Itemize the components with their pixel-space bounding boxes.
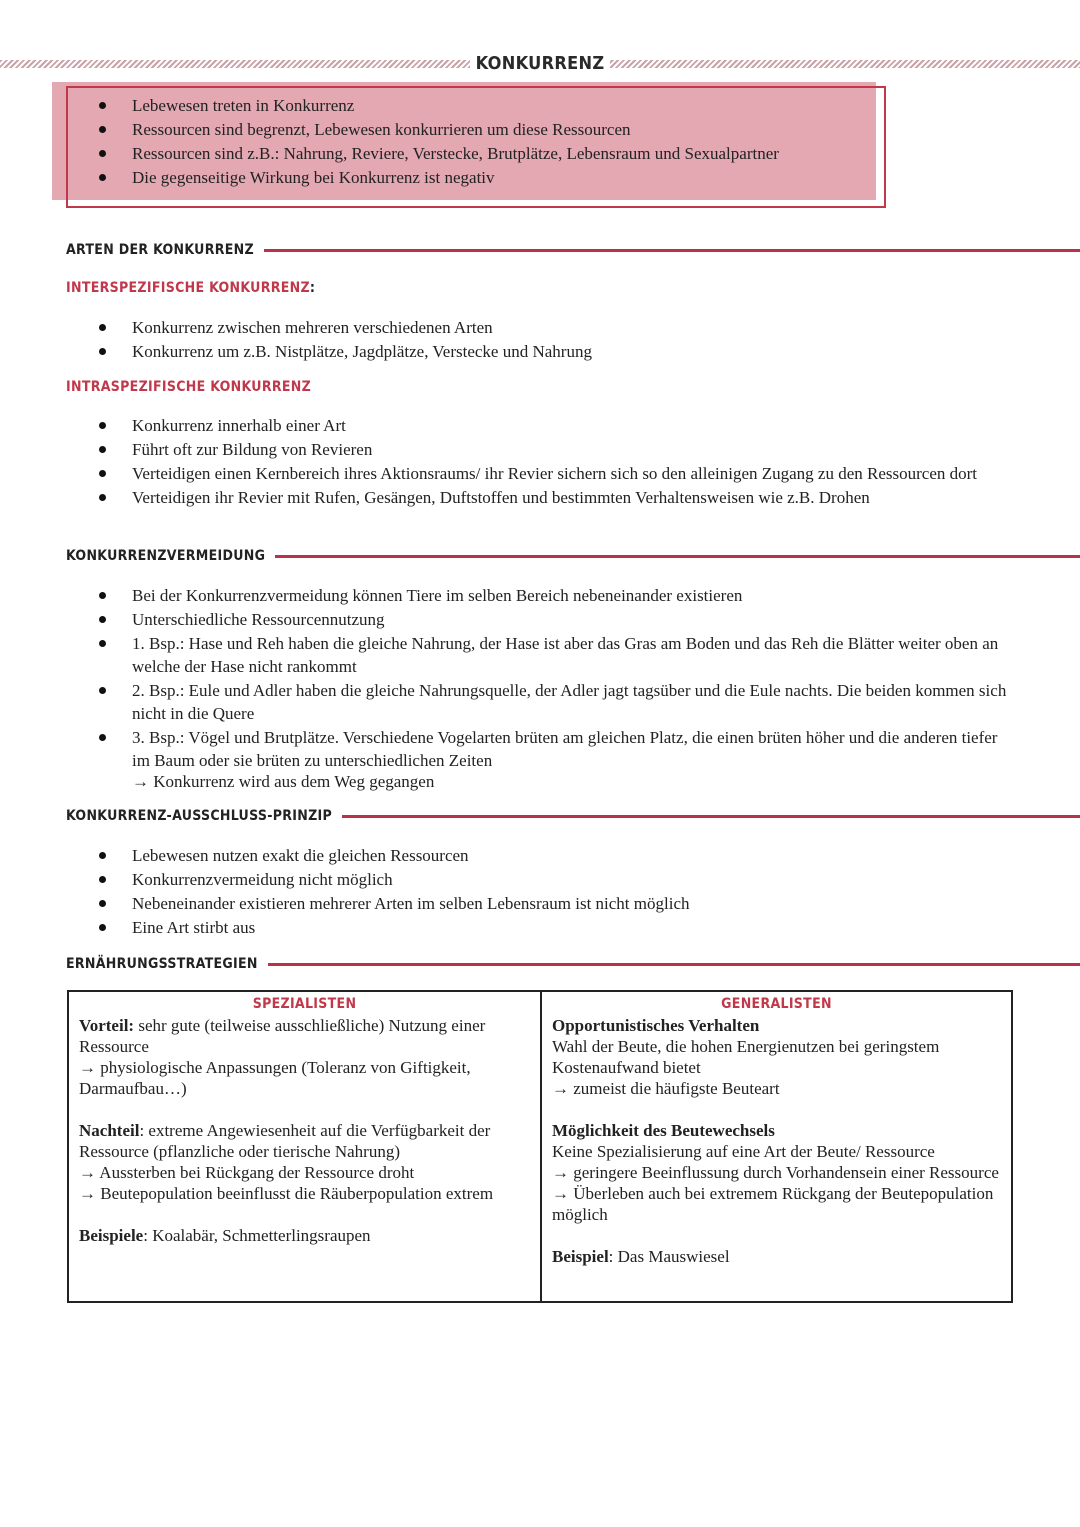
section-strategien (66, 953, 1080, 975)
section-heading: KONKURRENZVERMEIDUNG (66, 545, 275, 567)
ausschluss-list (0, 844, 1012, 940)
list-item: Lebewesen nutzen exakt die gleichen Ressourcen (0, 844, 1012, 867)
vermeidung-conclusion: → Konkurrenz wird aus dem Weg gegangen (132, 772, 435, 791)
list-item: 3. Bsp.: Vögel und Brutplätze. Verschiedene Vogelarten brüten am gleichen Platz, die einen brüten höher und die anderen tiefer im Baum oder sie brüten zu unterschiedlichen Zeiten (0, 726, 1012, 772)
column-header: GENERALISTEN (721, 996, 832, 1012)
list-item: Konkurrenz um z.B. Nistplätze, Jagdplätze, Verstecke und Nahrung (0, 340, 1012, 363)
vorteil-text: Vorteil: sehr gute (teilweise ausschließliche) Nutzung einer Ressource (79, 1016, 486, 1056)
list-item: Ressourcen sind begrenzt, Lebewesen konkurrieren um diese Ressourcen (0, 118, 1012, 141)
section-ausschluss (66, 805, 1080, 827)
beispiele-text: Beispiele: Koalabär, Schmetterlingsraupen (79, 1226, 371, 1245)
list-item: Führt oft zur Bildung von Revieren (0, 438, 1012, 461)
subheading-interspezifisch: INTERSPEZIFISCHE KONKURRENZ: (66, 280, 316, 296)
page-title: KONKURRENZ (0, 52, 1080, 76)
list-item: Lebewesen treten in Konkurrenz (0, 94, 1012, 117)
vorteil-arrow: → physiologische Anpassungen (Toleranz von Giftigkeit, Darmaufbau…) (79, 1058, 471, 1098)
intra-list (0, 414, 1012, 510)
list-item: 1. Bsp.: Hase und Reh haben die gleiche Nahrung, der Hase ist aber das Gras am Boden und das Reh die Blätter weiter oben an welche der Hase nicht rankommt (0, 632, 1012, 678)
list-item: Ressourcen sind z.B.: Nahrung, Reviere, Verstecke, Brutplätze, Lebensraum und Sexualpartner (0, 142, 1012, 165)
vermeidung-list (0, 584, 1012, 773)
subheading-intraspezifisch: INTRASPEZIFISCHE KONKURRENZ (66, 379, 312, 395)
nachteil-text: Nachteil: extreme Angewiesenheit auf die Verfügbarkeit der Ressource (pflanzliche oder tierische Nahrung) (79, 1121, 491, 1161)
beutewechsel-text: Keine Spezialisierung auf eine Art der Beute/ Ressource (552, 1142, 935, 1161)
list-item: Konkurrenzvermeidung nicht möglich (0, 868, 1012, 891)
generalisten-column (540, 992, 1011, 1301)
intro-list (0, 94, 1012, 190)
list-item: 2. Bsp.: Eule und Adler haben die gleiche Nahrungsquelle, der Adler jagt tagsüber und die Eule nachts. Die beiden kommen sich nicht in die Quere (0, 679, 1012, 725)
opportunistisch-text: Wahl der Beute, die hohen Energienutzen bei geringstem Kostenaufwand bietet (552, 1037, 940, 1077)
list-item: Verteidigen einen Kernbereich ihres Aktionsraums/ ihr Revier sichern sich so den alleinigen Zugang zu den Ressourcen dort (0, 462, 1012, 485)
list-item: Konkurrenz innerhalb einer Art (0, 414, 1012, 437)
beutewechsel-arrow: → geringere Beeinflussung durch Vorhandensein einer Ressource (552, 1163, 999, 1182)
section-vermeidung (66, 545, 1080, 567)
section-heading: ARTEN DER KONKURRENZ (66, 239, 264, 261)
section-arten (66, 239, 1080, 261)
list-item: Bei der Konkurrenzvermeidung können Tiere im selben Bereich nebeneinander existieren (0, 584, 1012, 607)
list-item: Verteidigen ihr Revier mit Rufen, Gesängen, Duftstoffen und bestimmten Verhaltensweisen wie z.B. Drohen (0, 486, 1012, 509)
list-item: Eine Art stirbt aus (0, 916, 1012, 939)
opportunistisch-label: Opportunistisches Verhalten (552, 1016, 760, 1035)
section-heading: ERNÄHRUNGSSTRATEGIEN (66, 953, 268, 975)
list-item: Nebeneinander existieren mehrerer Arten im selben Lebensraum ist nicht möglich (0, 892, 1012, 915)
title-row (0, 52, 1080, 76)
beispiel-text: Beispiel: Das Mauswiesel (552, 1247, 730, 1266)
spezialisten-column (69, 992, 540, 1301)
inter-list (0, 316, 1012, 364)
opportunistisch-arrow: → zumeist die häufigste Beuteart (552, 1079, 780, 1098)
list-item: Konkurrenz zwischen mehreren verschiedenen Arten (0, 316, 1012, 339)
nachteil-arrow: → Beutepopulation beeinflusst die Räuberpopulation extrem (79, 1184, 494, 1203)
column-header: SPEZIALISTEN (252, 996, 357, 1012)
strategies-table (67, 990, 1013, 1303)
nachteil-arrow: → Aussterben bei Rückgang der Ressource droht (79, 1163, 415, 1182)
list-item: Unterschiedliche Ressourcennutzung (0, 608, 1012, 631)
section-heading: KONKURRENZ-AUSSCHLUSS-PRINZIP (66, 805, 342, 827)
beutewechsel-label: Möglichkeit des Beutewechsels (552, 1121, 775, 1140)
beutewechsel-arrow: → Überleben auch bei extremem Rückgang der Beutepopulation möglich (552, 1184, 994, 1224)
list-item: Die gegenseitige Wirkung bei Konkurrenz ist negativ (0, 166, 1012, 189)
